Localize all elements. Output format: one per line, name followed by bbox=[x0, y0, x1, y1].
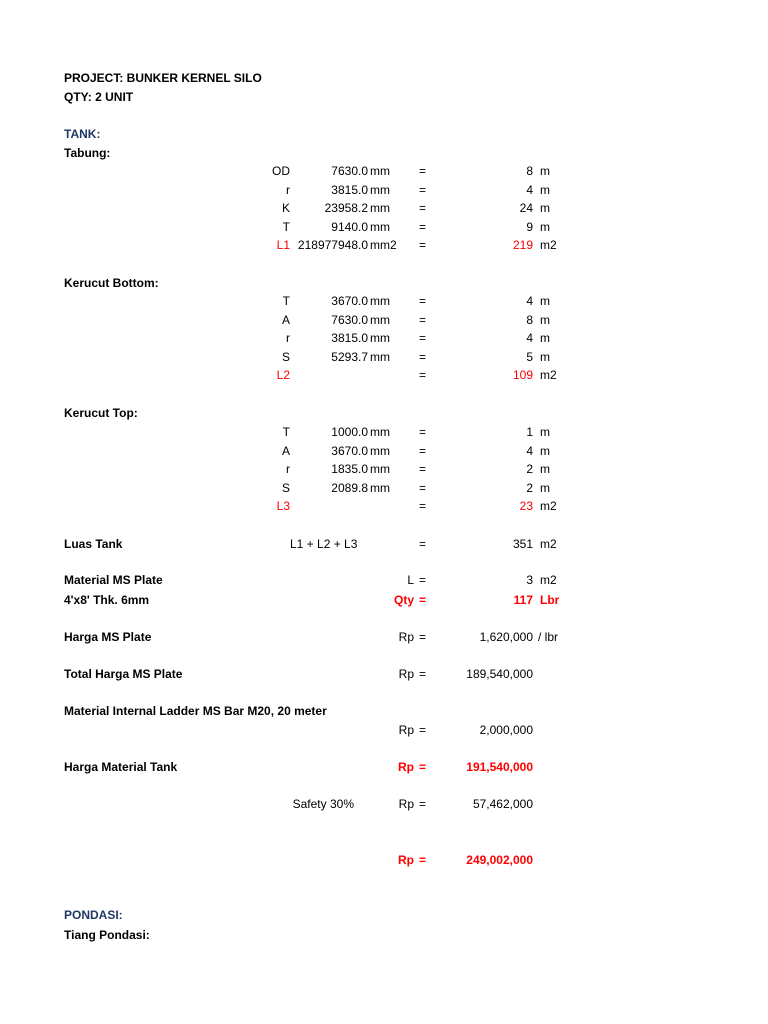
row-symbol: r bbox=[286, 183, 290, 197]
grand-total-currency: Rp bbox=[398, 853, 414, 867]
grand-total-equals: = bbox=[419, 853, 427, 867]
row-symbol: L1 bbox=[276, 238, 290, 252]
total-harga-currency: Rp bbox=[398, 667, 414, 681]
luas-tank-value: 351 bbox=[512, 537, 533, 551]
row-symbol: L3 bbox=[276, 499, 290, 513]
harga-ms-plate-unit: / lbr bbox=[538, 630, 559, 644]
row-unit: mm bbox=[370, 294, 390, 308]
row-symbol: OD bbox=[272, 164, 290, 178]
grand-total-value: 249,002,000 bbox=[466, 853, 533, 867]
ms-plate-qty-symbol: Qty bbox=[393, 593, 414, 607]
row-equals: = bbox=[419, 425, 427, 439]
row-equals: = bbox=[419, 350, 427, 364]
row-equals: = bbox=[419, 238, 427, 252]
row-symbol: r bbox=[286, 462, 290, 476]
row-symbol: A bbox=[281, 444, 290, 458]
harga-ms-plate-label: Harga MS Plate bbox=[64, 630, 152, 644]
row-result: 8 bbox=[526, 164, 533, 178]
row-value: 7630.0 bbox=[331, 164, 368, 178]
row-equals: = bbox=[419, 331, 427, 345]
row-result: 4 bbox=[526, 331, 533, 345]
internal-ladder-value: 2,000,000 bbox=[479, 723, 533, 737]
ms-plate-l-value: 3 bbox=[526, 573, 533, 587]
total-harga-ms-plate-label: Total Harga MS Plate bbox=[64, 667, 183, 681]
row-unit: mm bbox=[370, 220, 390, 234]
row-value: 1835.0 bbox=[331, 462, 368, 476]
row-result: 2 bbox=[526, 481, 533, 495]
row-unit: mm bbox=[370, 201, 390, 215]
row-value: 3815.0 bbox=[331, 331, 368, 345]
row-result-unit: m bbox=[540, 294, 550, 308]
row-value: 3815.0 bbox=[331, 183, 368, 197]
row-equals: = bbox=[419, 368, 427, 382]
luas-tank-label: Luas Tank bbox=[64, 537, 123, 551]
ms-plate-qty-equals: = bbox=[419, 593, 427, 607]
pondasi-section-title: PONDASI: bbox=[64, 908, 123, 922]
project-title: PROJECT: BUNKER KERNEL SILO bbox=[64, 71, 262, 85]
harga-ms-plate-currency: Rp bbox=[398, 630, 414, 644]
row-result-unit: m2 bbox=[540, 368, 557, 382]
row-unit: mm bbox=[370, 462, 390, 476]
tank-section-title: TANK: bbox=[64, 127, 101, 141]
row-result: 1 bbox=[526, 425, 533, 439]
row-equals: = bbox=[419, 220, 427, 234]
row-unit: mm bbox=[370, 350, 390, 364]
row-result-unit: m bbox=[540, 350, 550, 364]
row-result-unit: m bbox=[540, 481, 550, 495]
row-unit: mm bbox=[370, 313, 390, 327]
row-unit: mm bbox=[370, 444, 390, 458]
row-result-unit: m2 bbox=[540, 499, 557, 513]
total-harga-equals: = bbox=[419, 667, 427, 681]
row-result: 24 bbox=[519, 201, 533, 215]
row-result-unit: m bbox=[540, 220, 550, 234]
ms-plate-qty-value: 117 bbox=[513, 593, 533, 607]
row-symbol: T bbox=[282, 220, 290, 234]
row-equals: = bbox=[419, 499, 427, 513]
row-result-unit: m bbox=[540, 313, 550, 327]
luas-tank-equals: = bbox=[419, 537, 427, 551]
row-result-unit: m bbox=[540, 444, 550, 458]
luas-tank-formula: L1 + L2 + L3 bbox=[290, 537, 358, 551]
qty-line: QTY: 2 UNIT bbox=[64, 90, 134, 104]
kerucut-top-label: Kerucut Top: bbox=[64, 406, 138, 420]
row-equals: = bbox=[419, 201, 427, 215]
internal-ladder-currency: Rp bbox=[398, 723, 414, 737]
row-unit: mm bbox=[370, 331, 390, 345]
row-unit: mm bbox=[370, 425, 390, 439]
row-unit: mm2 bbox=[370, 238, 397, 252]
row-value: 23958.2 bbox=[324, 201, 368, 215]
row-equals: = bbox=[419, 183, 427, 197]
safety-currency: Rp bbox=[398, 797, 414, 811]
ms-plate-l-equals: = bbox=[419, 573, 427, 587]
row-symbol: S bbox=[281, 350, 290, 364]
row-result: 219 bbox=[512, 238, 533, 252]
row-result: 2 bbox=[526, 462, 533, 476]
row-equals: = bbox=[419, 481, 427, 495]
harga-ms-plate-equals: = bbox=[419, 630, 427, 644]
harga-material-tank-equals: = bbox=[419, 760, 427, 774]
row-result-unit: m bbox=[540, 201, 550, 215]
row-value: 218977948.0 bbox=[297, 238, 368, 252]
row-result-unit: m2 bbox=[540, 238, 557, 252]
row-equals: = bbox=[419, 294, 427, 308]
row-result-unit: m bbox=[540, 183, 550, 197]
row-result-unit: m bbox=[540, 164, 550, 178]
ms-plate-l-symbol: L bbox=[407, 573, 414, 587]
row-result: 109 bbox=[512, 368, 533, 382]
row-result: 4 bbox=[526, 444, 533, 458]
row-result: 23 bbox=[519, 499, 533, 513]
ms-plate-qty-unit: Lbr bbox=[540, 593, 560, 607]
row-symbol: L2 bbox=[276, 368, 290, 382]
row-result-unit: m bbox=[540, 462, 550, 476]
row-symbol: T bbox=[282, 425, 290, 439]
row-symbol: r bbox=[286, 331, 290, 345]
material-ms-plate-label: Material MS Plate bbox=[64, 573, 163, 587]
row-result: 5 bbox=[526, 350, 533, 364]
row-value: 5293.7 bbox=[331, 350, 368, 364]
safety-equals: = bbox=[419, 797, 427, 811]
tabung-label: Tabung: bbox=[64, 146, 111, 160]
row-result-unit: m bbox=[540, 425, 550, 439]
harga-material-tank-value: 191,540,000 bbox=[466, 760, 533, 774]
row-equals: = bbox=[419, 462, 427, 476]
row-unit: mm bbox=[370, 164, 390, 178]
row-result: 8 bbox=[526, 313, 533, 327]
row-symbol: T bbox=[282, 294, 290, 308]
ms-plate-spec: 4'x8' Thk. 6mm bbox=[64, 593, 150, 607]
tiang-pondasi-label: Tiang Pondasi: bbox=[64, 928, 150, 942]
luas-tank-unit: m2 bbox=[540, 537, 557, 551]
ms-plate-l-unit: m2 bbox=[540, 573, 557, 587]
row-value: 7630.0 bbox=[331, 313, 368, 327]
row-unit: mm bbox=[370, 183, 390, 197]
safety-label: Safety 30% bbox=[292, 797, 354, 811]
row-value: 2089.8 bbox=[331, 481, 368, 495]
row-value: 1000.0 bbox=[331, 425, 368, 439]
row-equals: = bbox=[419, 164, 427, 178]
row-result: 4 bbox=[526, 183, 533, 197]
row-value: 3670.0 bbox=[331, 294, 368, 308]
kerucut-bottom-label: Kerucut Bottom: bbox=[64, 276, 159, 290]
harga-material-tank-label: Harga Material Tank bbox=[64, 760, 178, 774]
row-equals: = bbox=[419, 313, 427, 327]
total-harga-value: 189,540,000 bbox=[466, 667, 533, 681]
harga-material-tank-currency: Rp bbox=[398, 760, 414, 774]
row-value: 3670.0 bbox=[331, 444, 368, 458]
row-equals: = bbox=[419, 444, 427, 458]
safety-value: 57,462,000 bbox=[472, 797, 533, 811]
harga-ms-plate-value: 1,620,000 bbox=[479, 630, 533, 644]
internal-ladder-label: Material Internal Ladder MS Bar M20, 20 meter bbox=[64, 704, 327, 718]
row-unit: mm bbox=[370, 481, 390, 495]
row-result: 9 bbox=[526, 220, 533, 234]
row-symbol: A bbox=[281, 313, 290, 327]
internal-ladder-equals: = bbox=[419, 723, 427, 737]
row-symbol: S bbox=[281, 481, 290, 495]
row-symbol: K bbox=[281, 201, 290, 215]
row-result-unit: m bbox=[540, 331, 550, 345]
row-result: 4 bbox=[526, 294, 533, 308]
row-value: 9140.0 bbox=[331, 220, 368, 234]
